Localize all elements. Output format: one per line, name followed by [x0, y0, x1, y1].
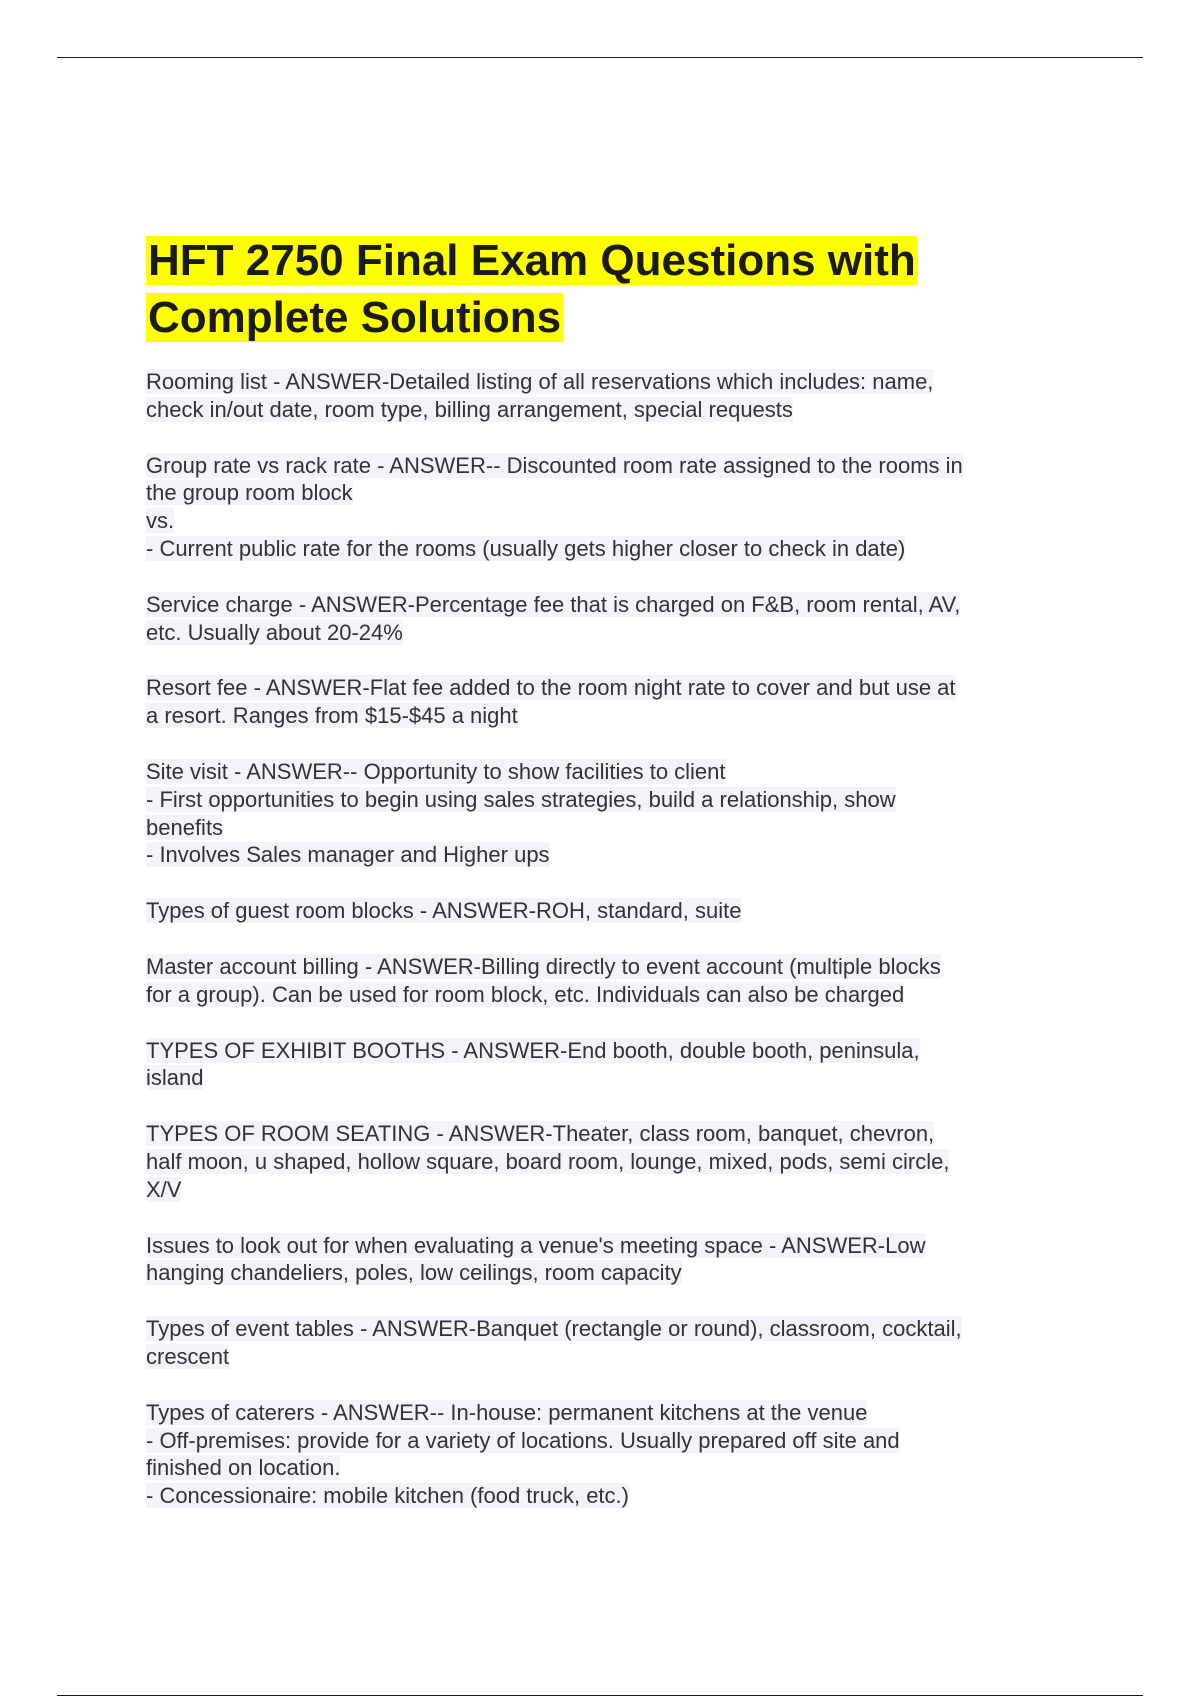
- qa-line-text: Issues to look out for when evaluating a venue's meeting space - ANSWER-Low: [146, 1232, 926, 1258]
- qa-line: [146, 1037, 1066, 1065]
- qa-item: [146, 1037, 1066, 1093]
- qa-line-text: check in/out date, room type, billing arrangement, special requests: [146, 396, 793, 422]
- qa-line: [146, 619, 1066, 647]
- qa-line: [146, 1482, 1066, 1510]
- qa-line-text: for a group). Can be used for room block, etc. Individuals can also be charged: [146, 981, 905, 1007]
- qa-line: [146, 1427, 1066, 1455]
- qa-line-text: the group room block: [146, 480, 353, 506]
- qa-line-text: Site visit - ANSWER-- Opportunity to show facilities to client: [146, 758, 726, 784]
- qa-line-text: TYPES OF EXHIBIT BOOTHS - ANSWER-End booth, double booth, peninsula,: [146, 1037, 920, 1063]
- qa-line-text: island: [146, 1065, 204, 1091]
- qa-line-text: etc. Usually about 20-24%: [146, 619, 403, 645]
- qa-line-text: finished on location.: [146, 1455, 341, 1481]
- qa-line-text: a resort. Ranges from $15-$45 a night: [146, 703, 518, 729]
- qa-item: [146, 1120, 1066, 1203]
- qa-line-text: hanging chandeliers, poles, low ceilings, room capacity: [146, 1260, 682, 1286]
- document-title: [146, 232, 1066, 346]
- qa-line-text: - First opportunities to begin using sales strategies, build a relationship, show: [146, 786, 896, 812]
- qa-item: [146, 591, 1066, 647]
- qa-line-text: Types of caterers - ANSWER-- In-house: permanent kitchens at the venue: [146, 1399, 868, 1425]
- qa-item: [146, 1315, 1066, 1371]
- qa-line-text: crescent: [146, 1343, 230, 1369]
- qa-item: [146, 368, 1066, 424]
- qa-line-text: benefits: [146, 814, 224, 840]
- qa-line: [146, 479, 1066, 507]
- bottom-horizontal-rule: [57, 1695, 1143, 1696]
- qa-line-text: Resort fee - ANSWER-Flat fee added to the room night rate to cover and but use at: [146, 675, 956, 701]
- qa-item: [146, 452, 1066, 563]
- qa-line-text: - Current public rate for the rooms (usually gets higher closer to check in date): [146, 535, 906, 561]
- qa-line: [146, 507, 1066, 535]
- qa-line-text: - Involves Sales manager and Higher ups: [146, 842, 550, 868]
- qa-item: [146, 953, 1066, 1009]
- qa-line-text: X/V: [146, 1176, 182, 1202]
- qa-line: [146, 1343, 1066, 1371]
- qa-line: [146, 674, 1066, 702]
- qa-line: [146, 1232, 1066, 1260]
- qa-line: [146, 786, 1066, 814]
- qa-line: [146, 841, 1066, 869]
- qa-line-text: - Concessionaire: mobile kitchen (food truck, etc.): [146, 1483, 629, 1509]
- qa-line: [146, 1064, 1066, 1092]
- qa-line: [146, 1148, 1066, 1176]
- qa-line-text: TYPES OF ROOM SEATING - ANSWER-Theater, class room, banquet, chevron,: [146, 1121, 935, 1147]
- qa-item: [146, 1232, 1066, 1288]
- qa-line: [146, 1454, 1066, 1482]
- qa-line: [146, 758, 1066, 786]
- qa-line: [146, 591, 1066, 619]
- qa-list: [146, 368, 1066, 1510]
- qa-item: [146, 674, 1066, 730]
- qa-line: [146, 452, 1066, 480]
- qa-line: [146, 953, 1066, 981]
- qa-line-text: - Off-premises: provide for a variety of locations. Usually prepared off site and: [146, 1427, 900, 1453]
- title-line-2: Complete Solutions: [148, 293, 562, 342]
- qa-line: [146, 897, 1066, 925]
- qa-line: [146, 1176, 1066, 1204]
- qa-line-text: Types of event tables - ANSWER-Banquet (rectangle or round), classroom, cocktail,: [146, 1316, 962, 1342]
- qa-line: [146, 814, 1066, 842]
- qa-line: [146, 396, 1066, 424]
- qa-line-text: vs.: [146, 508, 175, 534]
- top-horizontal-rule: [57, 57, 1143, 58]
- qa-line-text: Master account billing - ANSWER-Billing directly to event account (multiple blocks: [146, 953, 941, 979]
- title-line-1: HFT 2750 Final Exam Questions with: [148, 236, 916, 285]
- qa-line-text: half moon, u shaped, hollow square, board room, lounge, mixed, pods, semi circle,: [146, 1148, 950, 1174]
- qa-line: [146, 1399, 1066, 1427]
- qa-item: [146, 897, 1066, 925]
- qa-line: [146, 368, 1066, 396]
- qa-item: [146, 758, 1066, 869]
- qa-line: [146, 1315, 1066, 1343]
- qa-line-text: Group rate vs rack rate - ANSWER-- Discounted room rate assigned to the rooms in: [146, 452, 963, 478]
- qa-line-text: Service charge - ANSWER-Percentage fee that is charged on F&B, room rental, AV,: [146, 591, 961, 617]
- qa-line: [146, 1120, 1066, 1148]
- qa-line: [146, 1259, 1066, 1287]
- document-body: [146, 232, 1066, 1538]
- qa-item: [146, 1399, 1066, 1510]
- qa-line-text: Types of guest room blocks - ANSWER-ROH, standard, suite: [146, 898, 742, 924]
- qa-line: [146, 702, 1066, 730]
- qa-line: [146, 981, 1066, 1009]
- qa-line: [146, 535, 1066, 563]
- qa-line-text: Rooming list - ANSWER-Detailed listing of all reservations which includes: name,: [146, 369, 934, 394]
